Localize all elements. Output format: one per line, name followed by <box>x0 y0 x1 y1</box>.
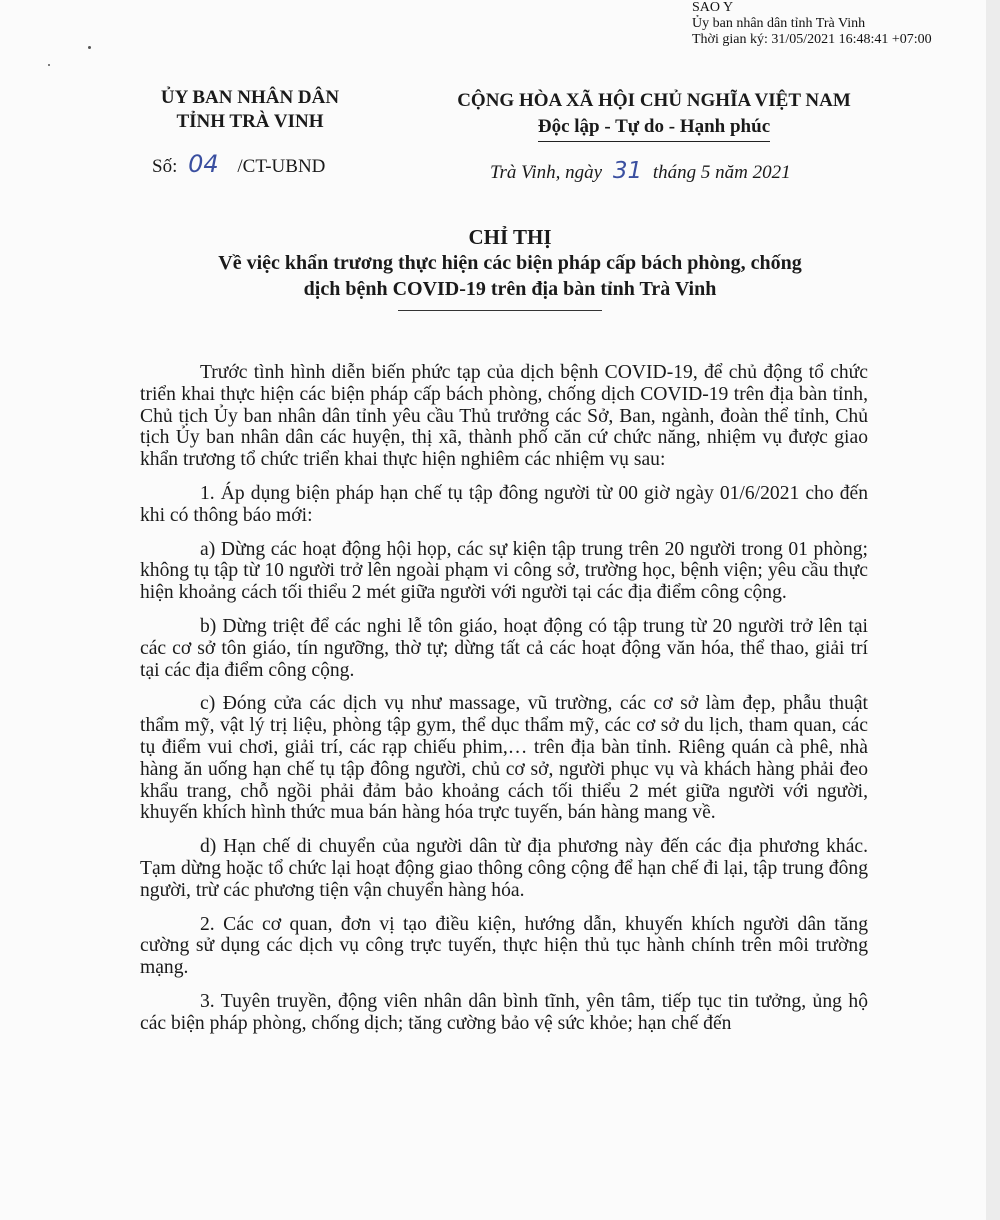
number-label: Số: <box>152 156 178 177</box>
number-value: 04 <box>188 150 219 178</box>
body-paragraph: 3. Tuyên truyền, động viên nhân dân bình tĩnh, yên tâm, tiếp tục tin tưởng, ủng hộ các biện pháp phòng, chống dịch; tăng cường bảo vệ sức khỏe; hạn chế đến <box>140 990 868 1034</box>
nation-name: CỘNG HÒA XÃ HỘI CHỦ NGHĨA VIỆT NAM <box>457 90 851 111</box>
body-paragraph: b) Dừng triệt để các nghi lễ tôn giáo, hoạt động có tập trung từ 20 người trở lên tại các cơ sở tôn giáo, tín ngưỡng, thờ tự; dừng tất cả các hoạt động văn hóa, thể thao, giải trí tại các địa điểm công cộng. <box>140 615 868 681</box>
body-paragraph: Trước tình hình diễn biến phức tạp của dịch bệnh COVID-19, để chủ động tổ chức triển khai thực hiện các biện pháp cấp bách phòng, chống dịch COVID-19 trên địa bàn tỉnh, Chủ tịch Ủy ban nhân dân tỉnh yêu cầu Thủ trưởng các Sở, Ban, ngành, đoàn thể tỉnh, Chủ tịch Ủy ban nhân dân các huyện, thị xã, thành phố căn cứ chức năng, nhiệm vụ được giao khẩn trương tổ chức triển khai thực hiện nghiêm các nhiệm vụ sau: <box>140 362 868 471</box>
subject-line: dịch bệnh COVID-19 trên địa bàn tỉnh Trà Vinh <box>303 278 717 300</box>
scan-speck <box>48 64 50 66</box>
scan-speck <box>88 46 91 49</box>
document-body <box>140 362 868 1047</box>
body-paragraph: c) Đóng cửa các dịch vụ như massage, vũ trường, các cơ sở làm đẹp, phẫu thuật thẩm mỹ, vật lý trị liệu, phòng tập gym, thể dục thẩm mỹ, các cơ sở du lịch, tham quan, các tụ điểm vui chơi, giải trí, các rạp chiếu phim,… trên địa bàn tỉnh. Riêng quán cà phê, nhà hàng ăn uống hạn chế tụ tập đông người, chủ cơ sở, người phục vụ và khách hàng phải đeo khẩu trang, chỗ ngồi phải đảm bảo khoảng cách tối thiểu 2 mét giữa người với người, khuyến khích hình thức mua bán hàng hóa trực tuyến, bán hàng mang về. <box>140 693 868 824</box>
body-paragraph: a) Dừng các hoạt động hội họp, các sự kiện tập trung trên 20 người trong 01 phòng; không tụ tập từ 10 người trở lên ngoài phạm vi công sở, trường học, bệnh viện; yêu cầu thực hiện khoảng cách tối thiểu 2 mét giữa người với người tại các địa điểm công cộng. <box>140 538 868 604</box>
body-paragraph: 1. Áp dụng biện pháp hạn chế tụ tập đông người từ 00 giờ ngày 01/6/2021 cho đến khi có thông báo mới: <box>140 482 868 526</box>
issue-date <box>490 158 791 184</box>
doc-type: CHỈ THỊ <box>468 225 552 249</box>
body-paragraph: 2. Các cơ quan, đơn vị tạo điều kiện, hướng dẫn, khuyến khích người dân tăng cường sử dụng các dịch vụ công trực tuyến, thực hiện thủ tục hành chính trên môi trường mạng. <box>140 913 868 979</box>
stamp-line: Ủy ban nhân dân tỉnh Trà Vinh <box>692 16 866 31</box>
date-day: 31 <box>612 158 643 184</box>
agency-line: ỦY BAN NHÂN DÂN <box>160 87 340 108</box>
certification-stamp <box>692 0 932 48</box>
agency-line: TỈNH TRÀ VINH <box>176 111 324 132</box>
page-edge <box>986 0 1000 1220</box>
document-title <box>150 224 870 302</box>
national-heading <box>432 88 876 142</box>
document-number <box>152 150 325 178</box>
title-underline <box>398 310 602 311</box>
number-suffix: /CT-UBND <box>237 156 326 177</box>
date-prefix: Trà Vinh, ngày <box>490 162 603 183</box>
date-suffix: tháng 5 năm 2021 <box>652 162 791 183</box>
body-paragraph: d) Hạn chế di chuyển của người dân từ địa phương này đến các địa phương khác. Tạm dừng hoặc tổ chức lại hoạt động giao thông công cộng để hạn chế đi lại, tập trung đông người, trừ các phương tiện vận chuyển hàng hóa. <box>140 836 868 901</box>
subject-line: Về việc khẩn trương thực hiện các biện pháp cấp bách phòng, chống <box>218 252 802 274</box>
national-motto: Độc lập - Tự do - Hạnh phúc <box>538 114 770 142</box>
stamp-line: SAO Y <box>692 0 734 15</box>
stamp-line: Thời gian ký: 31/05/2021 16:48:41 +07:00 <box>692 32 932 47</box>
issuing-agency <box>150 86 350 134</box>
